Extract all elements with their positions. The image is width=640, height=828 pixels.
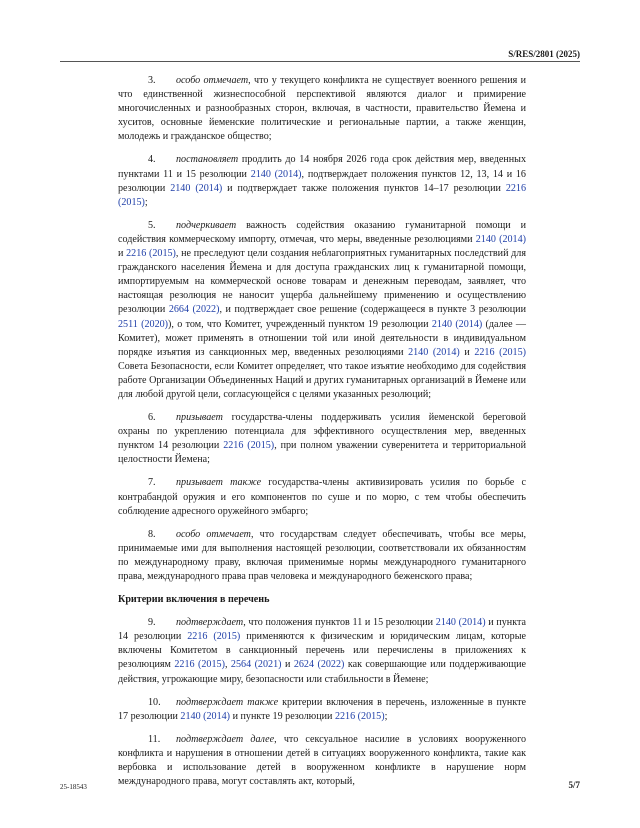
paragraph-number: 11. (148, 733, 161, 745)
paragraph-number: 6. (148, 412, 156, 424)
operative-verb: постановляет (176, 154, 239, 166)
paragraph-text: и (281, 659, 294, 671)
paragraph-text: важность содействия оказанию гуманитарной помощи и содействия коммерческому импорту, отмечая, что меры, введенные резолюциями (118, 219, 526, 245)
resolution-link[interactable]: 2216 (2015) (187, 631, 241, 643)
paragraph-number: 9. (148, 617, 156, 629)
paragraph-number: 3. (148, 75, 156, 86)
paragraph-number: 8. (148, 528, 156, 540)
resolution-link[interactable]: 2216 (2015) (118, 182, 526, 208)
paragraph-text: критерии включения в перечень, изложенные в пункте 17 резолюции (118, 696, 526, 722)
resolution-link[interactable]: 2216 (2015) (126, 248, 176, 260)
paragraph-text: и (459, 346, 475, 358)
paragraph-text: применяются к физическим и юридическим лицам, которые включены Комитетом в санкционный перечень или перечислены в приложениях к резолюциям (118, 631, 526, 671)
resolution-link[interactable]: 2216 (2015) (223, 440, 275, 452)
paragraph-text: (далее — Комитет), может применять в отношении той или иной деятельности в индивидуальном порядке изъятия из санкционных мер, введенных резолюциями (118, 318, 526, 358)
paragraph (118, 74, 526, 144)
resolution-link[interactable]: 2140 (2014) (431, 318, 483, 330)
paragraph-text: , что государствам следует обеспечивать, чтобы все меры, принимаемые ими для выполнения настоящей резолюции, соответствовали их обязанностям по международному праву, включая применимые нормы международного гуманитарного права, международного права прав человека и международного беженского права; (118, 528, 527, 582)
paragraph-text: Совета Безопасности, если Комитет определяет, что такое изъятие необходимо для содействия работе Организации Объединенных Наций и других гуманитарных организаций в Йемене или для любой другой цели, согласующейся с целями указанных резолюций; (118, 360, 526, 400)
operative-verb: особо отмечает (176, 75, 249, 86)
paragraph-number: 10. (148, 696, 161, 708)
operative-verb: подчеркивает (176, 219, 237, 231)
resolution-link[interactable]: 2140 (2014) (435, 617, 486, 629)
paragraph (118, 696, 526, 724)
paragraph-text: , подтверждает положения пунктов 12, 13, 14 и 16 резолюции (118, 168, 526, 194)
paragraph (118, 476, 526, 518)
paragraph-text: продлить до 14 ноября 2026 года срок действия мер, введенных пунктами 11 и 15 резолюции (118, 154, 526, 180)
resolution-link[interactable]: 2216 (2015) (474, 346, 527, 358)
resolution-link[interactable]: 2624 (2022) (293, 659, 345, 671)
resolution-link[interactable]: 2140 (2014) (475, 233, 526, 245)
paragraph (118, 219, 526, 402)
paragraph-text: и подтверждает также положения пунктов 14–17 резолюции (222, 182, 506, 194)
resolution-link[interactable]: 2140 (2014) (250, 168, 302, 180)
paragraph (118, 153, 526, 209)
operative-verb: призывает (176, 412, 223, 424)
operative-verb: призывает также (176, 477, 262, 489)
paragraph-text: государства-члены поддерживать усилия йеменской береговой охраны по укреплению потенциала для эффективного осуществления мер, введенных пунктом 14 резолюции (118, 412, 526, 452)
paragraph-number: 4. (148, 154, 156, 166)
paragraph-text: , и подтверждает свое решение (содержащееся в пункте 3 резолюции (219, 304, 526, 316)
document-body (118, 74, 526, 798)
document-symbol: S/RES/2801 (2025) (508, 49, 580, 59)
paragraph-text: ; (144, 196, 148, 208)
paragraph-number: 7. (148, 477, 156, 489)
paragraph-text: ; (384, 710, 388, 722)
operative-verb: особо отмечает (176, 528, 251, 540)
paragraph-text: ), о том, что Комитет, учрежденный пунктом 19 резолюции (168, 318, 432, 330)
paragraph-text: , что у текущего конфликта не существует военного решения и что единственной жизнеспособной перспективой являются диалог и примирение многочисленных и разнообразных сторон, включая, в частности, правительство Йемена и хуситов, основные йеменские политические и региональные партии, а также женщин, молодежь и гражданское общество; (118, 75, 526, 143)
paragraph (118, 528, 526, 584)
resolution-link[interactable]: 2216 (2015) (334, 710, 385, 722)
paragraph-text: как совершающие или поддерживающие действия, угрожающие миру, безопасности или стабильности в Йемене; (118, 659, 527, 685)
paragraph-text: , (224, 659, 231, 671)
operative-verb: подтверждает (176, 617, 244, 629)
paragraph-text: и пункте 19 резолюции (230, 710, 335, 722)
resolution-link[interactable]: 2511 (2020) (118, 318, 169, 330)
paragraph-text: и пункта 14 резолюции (118, 617, 526, 643)
paragraph-text: , что положения пунктов 11 и 15 резолюции (243, 617, 436, 629)
section-heading: Критерии включения в перечень (118, 594, 270, 606)
paragraph-text: , что сексуальное насилие в условиях вооруженного конфликта и нарушения в отношении детей в ситуациях вооруженного конфликта, такие как вербовка и использование детей в вооруженном конфликте в нарушение норм международного права, могут составлять акт, который, (118, 733, 527, 788)
paragraph-text: , при полном уважении суверенитета и территориальной целостности Йемена; (118, 440, 527, 466)
header-rule (60, 61, 580, 62)
paragraph (118, 733, 526, 789)
resolution-link[interactable]: 2664 (2022) (168, 304, 220, 316)
paragraph-number: 5. (148, 219, 156, 231)
paragraph (118, 411, 526, 467)
operative-verb: подтверждает далее (176, 733, 275, 745)
resolution-link[interactable]: 2140 (2014) (180, 710, 231, 722)
operative-verb: подтверждает также (176, 696, 279, 708)
paragraph-text: государства-члены активизировать усилия по борьбе с контрабандой оружия и его компонентов по суше и по морю, с тем чтобы обеспечить соблюдение адресного оружейного эмбарго; (118, 477, 526, 517)
resolution-link[interactable]: 2140 (2014) (408, 346, 460, 358)
resolution-link[interactable]: 2140 (2014) (170, 182, 223, 194)
paragraph-text: и (118, 248, 127, 260)
paragraph (118, 616, 526, 686)
document-code: 25-18543 (60, 783, 87, 791)
page-number: 5/7 (568, 780, 580, 790)
resolution-link[interactable]: 2564 (2021) (230, 659, 282, 671)
resolution-link[interactable]: 2216 (2015) (174, 659, 225, 671)
paragraph-text: , не преследуют цели создания неблагоприятных гуманитарных последствий для гражданского населения Йемена и для доступа гражданских лиц к гуманитарной помощи, импортируемым на коммерческой основе товарам и денежным переводам, заявляет, что настоящая резолюция не наносит ущерба дальнейшему применению и осуществлению резолюции (118, 248, 526, 316)
